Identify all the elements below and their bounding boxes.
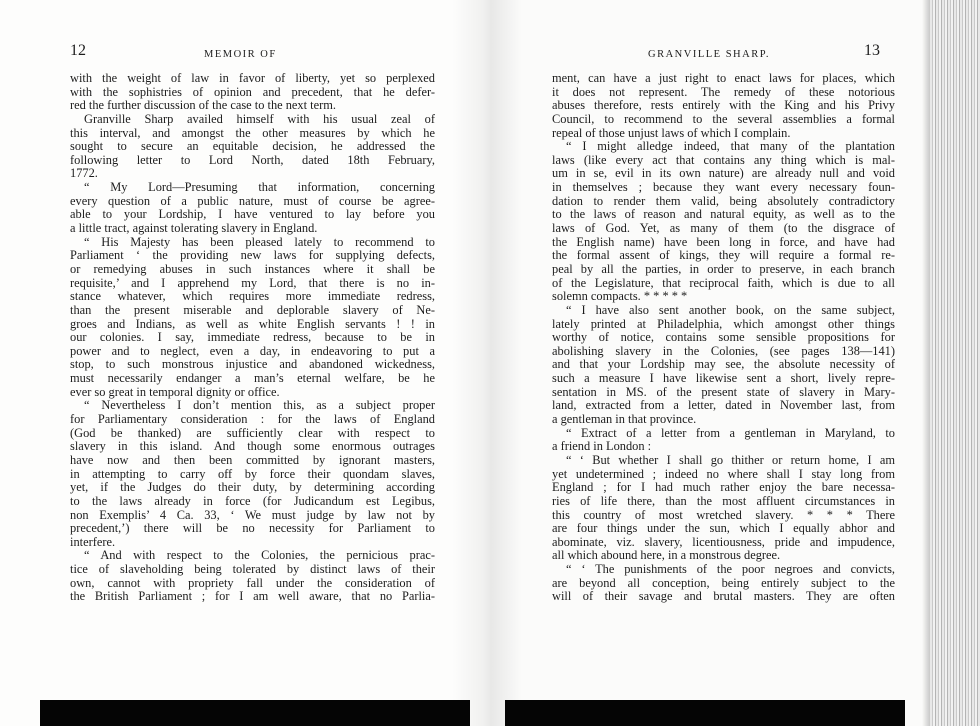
text-line: a gentleman in that province.: [552, 412, 697, 427]
text-line: of the Legislature, that reciprocal faith, which is due to all: [552, 275, 895, 290]
text-line: ment, can have a just right to enact laws for places, which: [552, 71, 895, 85]
text-line: ries of life there, than the most affluent circumstances in: [552, 493, 895, 508]
text-line: groes and Indians, as well as white English servants ! ! in: [70, 316, 435, 331]
text-line: our colonies. I say, immediate redress, because to be in: [70, 330, 435, 345]
text-line: this country of most wretched slavery. * * * There: [552, 507, 895, 522]
text-line: red the further discussion of the case to the next term.: [70, 98, 336, 113]
text-line: “ Nevertheless I don’t mention this, as a subject proper: [84, 398, 435, 413]
text-line: non Exemplis’ 4 Ca. 33, ‘ We must judge by law not by: [70, 507, 435, 522]
text-line: sought to secure an equitable decision, he addressed the: [70, 139, 435, 154]
text-line: yet, if the Judges do their duty, by determining according: [70, 480, 435, 495]
right-page-number: 13: [864, 42, 880, 59]
text-line: Granville Sharp availed himself with his usual zeal of: [84, 111, 435, 126]
book-gutter: [452, 0, 522, 726]
text-line: and that your Lordship may see, the absolute necessity of: [552, 357, 895, 372]
text-line: the British Parliament ; for I am well aware, that no Parlia-: [70, 589, 435, 604]
text-line: um in se, evil in its own nature) are already null and void: [552, 166, 895, 181]
text-line: solemn compacts. * * * * *: [552, 289, 688, 304]
text-line: with the weight of law in favor of liberty, yet so perplexed: [70, 71, 435, 85]
text-line: power and to neglect, even a day, in endeavoring to put a: [70, 343, 435, 358]
text-line: such a measure I have likewise sent a short, lively repre-: [552, 371, 895, 386]
text-line: “ ‘ But whether I shall go thither or return home, I am: [566, 452, 895, 467]
text-line: interfere.: [70, 534, 116, 549]
text-line: yet undetermined ; indeed no where shall I stay long from: [552, 466, 895, 481]
text-line: 1772.: [70, 166, 98, 181]
text-line: to the laws already in force (for Judicandum est Legibus,: [70, 493, 435, 508]
left-running-head: MEMOIR OF: [204, 49, 277, 60]
text-line: repeal of those unjust laws of which I complain.: [552, 125, 791, 140]
text-line: must necessarily endanger a man’s eternal welfare, be he: [70, 371, 435, 386]
text-line: “ My Lord—Presuming that information, concerning: [84, 180, 435, 195]
text-line: are beyond all conception, being entirely subject to the: [552, 575, 895, 590]
text-line: a little tract, against tolerating slavery in England.: [70, 221, 318, 236]
text-line: land, extracted from a letter, dated in November last, from: [552, 398, 895, 413]
text-line: “ I might alledge indeed, that many of the plantation: [566, 139, 895, 154]
text-line: the formal assent of kings, they will require a formal re-: [552, 248, 895, 263]
text-line: to the laws of reason and natural equity, as well as to the: [552, 207, 895, 222]
text-line: in attempting to carry off by force their quondam slaves,: [70, 466, 435, 481]
text-line: precedent,’) there will be no necessity for Parliament to: [70, 521, 435, 536]
text-line: a friend in London :: [552, 439, 652, 454]
text-line: peal by all the parties, in order to preserve, in each branch: [552, 261, 895, 276]
text-line: “ ‘ The punishments of the poor negroes and convicts,: [566, 562, 895, 577]
text-line: own, cannot with propriety fall under the consideration of: [70, 575, 435, 590]
text-line: (God be thanked) are sufficiently clear with respect to: [70, 425, 435, 440]
text-line: “ Extract of a letter from a gentleman in Maryland, to: [566, 425, 895, 440]
scan-border-right: [505, 700, 905, 726]
text-line: tice of slaveholding being tolerated by distinct laws of their: [70, 562, 435, 577]
text-line: or remedying abuses in such instances where it shall be: [70, 261, 435, 276]
right-running-head: GRANVILLE SHARP.: [648, 49, 771, 60]
text-line: have now and then been committed by ignorant masters,: [70, 452, 435, 467]
text-line: laws (like every act that contains any thing which is mal-: [552, 152, 895, 167]
text-line: requisite,’ and I apprehend my Lord, that there is no in-: [70, 275, 435, 290]
text-line: following letter to Lord North, dated 18th February,: [70, 152, 435, 167]
text-line: lately printed at Philadelphia, which amongst other things: [552, 316, 895, 331]
book-page-edges: [930, 0, 980, 726]
text-line: the English name) have been long in force, and have had: [552, 234, 895, 249]
text-line: sentation in MS. of the present state of slavery in Mary-: [552, 384, 895, 399]
text-line: stop, to such monstrous injustice and abandoned wickedness,: [70, 357, 435, 372]
text-line: with the sophistries of opinion and precedent, that he defer-: [70, 84, 435, 99]
text-line: stance whatever, which requires more immediate redress,: [70, 289, 435, 304]
text-line: every question of a public nature, must of course be agree-: [70, 193, 435, 208]
left-page-text: [70, 72, 435, 604]
text-line: “ His Majesty has been pleased lately to recommend to: [84, 234, 435, 249]
text-line: Parliament ‘ the providing new laws for supplying defects,: [70, 248, 435, 263]
text-line: laws of God. Yet, as many of them (to the disgrace of: [552, 221, 895, 236]
text-line: are four things under the sun, which I equally abhor and: [552, 521, 895, 536]
left-page-number: 12: [70, 42, 86, 59]
text-line: slavery in this island. And though some enormous outrages: [70, 439, 435, 454]
text-line: dation to render them valid, being absolutely contradictory: [552, 193, 895, 208]
text-line: “ I have also sent another book, on the same subject,: [566, 302, 895, 317]
text-line: abominate, viz. slavery, licentiousness, pride and impudence,: [552, 534, 895, 549]
text-line: “ And with respect to the Colonies, the pernicious prac-: [84, 548, 435, 563]
text-line: for Parliamentary consideration : for the laws of England: [70, 412, 435, 427]
text-line: ever so great in temporal dignity or office.: [70, 384, 280, 399]
text-line: this interval, and amongst the other measures by which he: [70, 125, 435, 140]
text-line: able to your Lordship, I have ventured to lay before you: [70, 207, 435, 222]
text-line: will of their savage and brutal masters. They are often: [552, 589, 895, 604]
text-line: England ; for I had much rather enjoy the bare necessa-: [552, 480, 895, 495]
text-line: all which abound here, in a monstrous degree.: [552, 548, 781, 563]
right-page-text: [552, 72, 895, 604]
text-line: it does not represent. The remedy of these notorious: [552, 84, 895, 99]
scan-border-left: [40, 700, 470, 726]
text-line: abolishing slavery in the Colonies, (see pages 138—141): [552, 343, 895, 358]
text-line: in themselves ; because they want every necessary foun-: [552, 180, 895, 195]
text-line: Council, to recommend to the several assemblies a formal: [552, 111, 895, 126]
text-line: worthy of notice, contains some sensible propositions for: [552, 330, 895, 345]
text-line: abuses therefore, rests entirely with the King and his Privy: [552, 98, 895, 113]
text-line: than the present miserable and deplorable slavery of Ne-: [70, 302, 435, 317]
